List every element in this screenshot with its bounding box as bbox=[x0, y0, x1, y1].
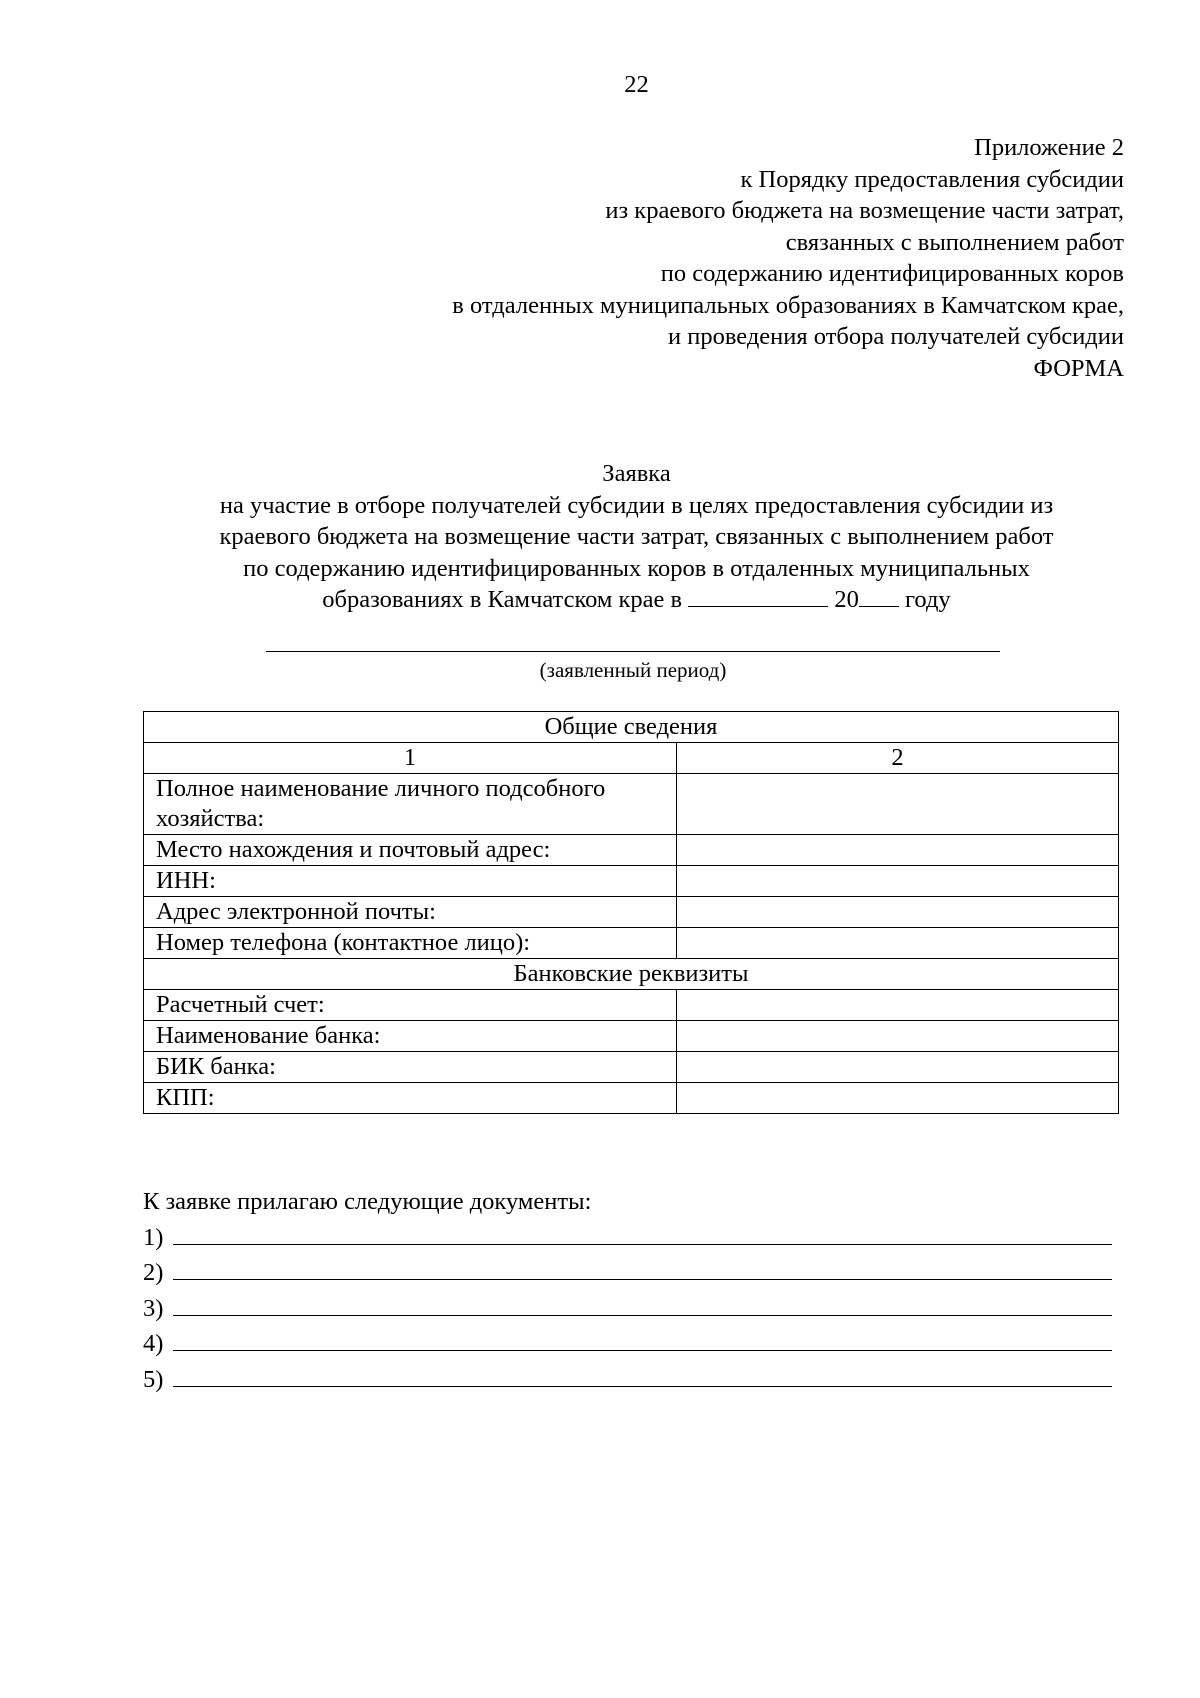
attachments-intro: К заявке прилагаю следующие документы: bbox=[143, 1188, 592, 1215]
attachment-number: 5) bbox=[143, 1365, 164, 1393]
value-cell[interactable] bbox=[677, 1083, 1119, 1114]
month-blank[interactable] bbox=[688, 584, 828, 607]
general-header: Общие сведения bbox=[144, 712, 1119, 743]
attachment-number: 1) bbox=[143, 1223, 164, 1251]
application-heading: Заявка bbox=[602, 460, 671, 487]
column-number: 2 bbox=[677, 743, 1119, 774]
attachment-item bbox=[143, 1254, 1123, 1290]
period-caption: (заявленный период) bbox=[539, 658, 727, 682]
last-line-prefix: образованиях в Камчатском крае в bbox=[322, 586, 683, 613]
year-blank[interactable] bbox=[859, 584, 899, 607]
table-row bbox=[144, 774, 1119, 835]
value-cell[interactable] bbox=[677, 897, 1119, 928]
column-number: 1 bbox=[144, 743, 677, 774]
year-prefix: 20 bbox=[834, 586, 859, 613]
table-row bbox=[144, 928, 1119, 959]
value-cell[interactable] bbox=[677, 928, 1119, 959]
attachment-item bbox=[143, 1361, 1123, 1397]
attachment-number: 2) bbox=[143, 1259, 164, 1286]
application-body-line: на участие в отборе получателей субсидии в целях предоставления субсидии из bbox=[219, 491, 1054, 519]
appendix-block bbox=[224, 132, 1124, 384]
table-row bbox=[144, 1021, 1119, 1052]
application-body-line: краевого бюджета на возмещение части затрат, связанных с выполнением работ bbox=[219, 523, 1054, 550]
value-cell[interactable] bbox=[677, 1052, 1119, 1083]
attachments-block bbox=[143, 1186, 1123, 1396]
row-label: ИНН: bbox=[144, 866, 677, 897]
attachment-number: 4) bbox=[143, 1330, 164, 1357]
table-row bbox=[144, 1083, 1119, 1114]
attachment-item bbox=[143, 1219, 1123, 1255]
last-line-suffix: году bbox=[904, 586, 951, 613]
row-label: Номер телефона (контактное лицо): bbox=[144, 928, 677, 959]
value-cell[interactable] bbox=[677, 990, 1119, 1021]
value-cell[interactable] bbox=[677, 1021, 1119, 1052]
table-row bbox=[144, 1052, 1119, 1083]
attachment-item bbox=[143, 1325, 1123, 1361]
value-cell[interactable] bbox=[677, 774, 1119, 835]
table-row bbox=[144, 866, 1119, 897]
general-info-table bbox=[143, 711, 1119, 1114]
application-last-line bbox=[140, 584, 1133, 616]
form-label: ФОРМА bbox=[1033, 354, 1124, 382]
appendix-line: по содержанию идентифицированных коров bbox=[660, 260, 1124, 287]
column-number-row bbox=[144, 743, 1119, 774]
table-row bbox=[144, 835, 1119, 866]
application-body-line: по содержанию идентифицированных коров в отдаленных муниципальных bbox=[243, 554, 1030, 582]
application-title-block bbox=[140, 458, 1133, 616]
appendix-line: и проведения отбора получателей субсидии bbox=[668, 323, 1124, 350]
table-row bbox=[144, 990, 1119, 1021]
appendix-line: связанных с выполнением работ bbox=[785, 228, 1124, 256]
appendix-line: из краевого бюджета на возмещение части затрат, bbox=[605, 197, 1124, 224]
appendix-line: к Порядку предоставления субсидии bbox=[740, 165, 1124, 193]
value-cell[interactable] bbox=[677, 835, 1119, 866]
table-row bbox=[144, 897, 1119, 928]
bank-header: Банковские реквизиты bbox=[144, 959, 1119, 990]
attachment-number: 3) bbox=[143, 1294, 164, 1322]
period-blank-line[interactable] bbox=[266, 651, 1000, 652]
row-label: Наименование банка: bbox=[144, 1021, 677, 1052]
attachment-blank-line[interactable] bbox=[173, 1219, 1112, 1245]
appendix-line: в отдаленных муниципальных образованиях в Камчатском крае, bbox=[452, 291, 1124, 319]
value-cell[interactable] bbox=[677, 866, 1119, 897]
attachment-blank-line[interactable] bbox=[173, 1361, 1112, 1387]
appendix-line: Приложение 2 bbox=[974, 134, 1124, 161]
row-label: Адрес электронной почты: bbox=[144, 897, 677, 928]
attachment-blank-line[interactable] bbox=[173, 1325, 1112, 1351]
row-label: Место нахождения и почтовый адрес: bbox=[144, 835, 677, 866]
attachment-blank-line[interactable] bbox=[173, 1290, 1112, 1316]
attachment-item bbox=[143, 1290, 1123, 1326]
bank-header-row bbox=[144, 959, 1119, 990]
page-number: 22 bbox=[624, 71, 649, 98]
row-label: КПП: bbox=[144, 1083, 677, 1114]
table-header-row bbox=[144, 712, 1119, 743]
row-label: Полное наименование личного подсобного хозяйства: bbox=[144, 774, 677, 835]
attachment-blank-line[interactable] bbox=[173, 1254, 1112, 1280]
row-label: БИК банка: bbox=[144, 1052, 677, 1083]
row-label: Расчетный счет: bbox=[144, 990, 677, 1021]
